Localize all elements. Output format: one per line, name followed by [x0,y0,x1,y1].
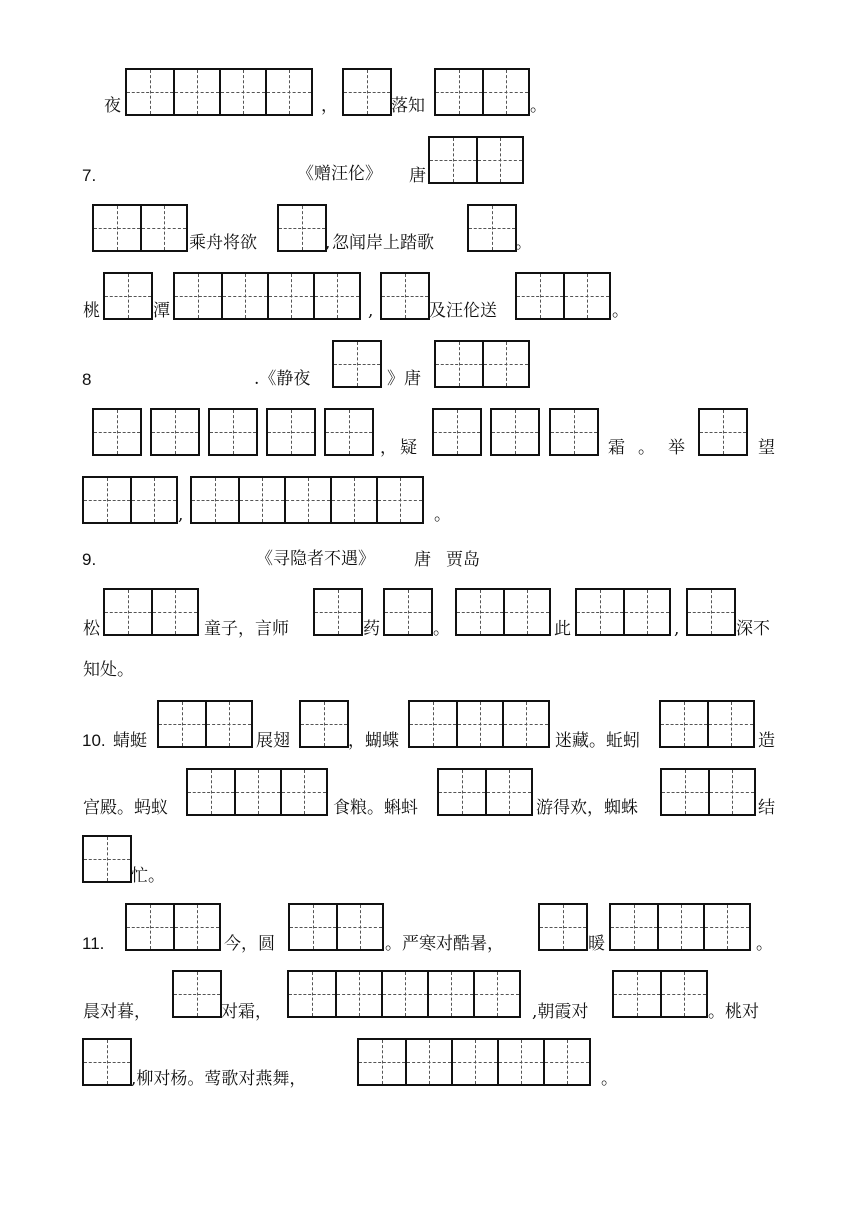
q8-text-shuang: 霜 [608,438,625,458]
answer-box-group[interactable] [434,68,530,116]
answer-box-group[interactable] [357,1038,591,1086]
answer-box-group[interactable] [437,768,533,816]
q11-text: 。桃对 [708,1002,759,1022]
answer-box-group[interactable] [103,588,199,636]
answer-box-group[interactable] [125,903,221,951]
q11-text: 对霜， [221,1002,272,1022]
q7-comma: , [368,301,374,321]
q8-text-wang: 望 [758,438,775,458]
q9-comma: , [674,619,680,639]
question-number-11: 11. [82,934,105,953]
answer-box-group[interactable] [190,476,424,524]
q10-text: 结 [758,798,775,818]
q9-title: 《寻隐者不遇》 [256,549,375,569]
q7-end: 。 [612,301,629,321]
q11-text: 今，圆 [224,934,275,954]
answer-box-group[interactable] [408,700,550,748]
q6-comma: ， [321,96,338,116]
q11-text: ,柳对杨。莺歌对燕舞， [131,1069,307,1089]
answer-box-group[interactable] [82,476,178,524]
answer-box-group[interactable] [659,700,755,748]
answer-box-group[interactable] [428,136,524,184]
q10-text: 宫殿。蚂蚁 [83,798,168,818]
q8-title-pre: .《静夜 [254,369,311,389]
q9-author: 贾岛 [446,550,480,570]
answer-box-group[interactable] [103,272,153,320]
answer-box-group[interactable] [313,588,363,636]
answer-box-group[interactable] [266,408,316,456]
q6-end: 。 [530,96,547,116]
q7-text: 忽闻岸上踏歌 [332,233,434,253]
q9-text-line2: 知处。 [83,660,134,680]
q7-text-tao: 桃 [83,301,100,321]
q7-title: 《赠汪伦》 [297,164,382,184]
answer-box-group[interactable] [157,700,253,748]
answer-box-group[interactable] [660,768,756,816]
q10-text: 蜻蜓 [113,731,147,751]
answer-box-group[interactable] [324,408,374,456]
answer-box-group[interactable] [609,903,751,951]
answer-box-group[interactable] [277,204,327,252]
q8-comma: ， [380,438,397,458]
q8-comma: , [178,505,184,525]
answer-box-group[interactable] [173,272,361,320]
answer-box-group[interactable] [432,408,482,456]
question-number-8: 8 [82,370,92,389]
q9-dynasty: 唐 [414,550,431,570]
answer-box-group[interactable] [490,408,540,456]
answer-box-group[interactable] [208,408,258,456]
q9-text-ci: 此 [554,619,571,639]
answer-box-group[interactable] [612,970,708,1018]
q7-dynasty: 唐 [409,166,426,186]
q6-text-ye: 夜 [104,96,121,116]
answer-box-group[interactable] [467,204,517,252]
q9-text: 童子，言师 [204,619,289,639]
q9-text-yao: 药 [363,619,380,639]
q10-text: 食粮。蝌蚪 [333,798,418,818]
answer-box-group[interactable] [434,340,530,388]
q8-text-ju: 举 [668,438,685,458]
q9-text-shen: 深不 [736,619,770,639]
q6-text-luozhi: 落知 [391,96,425,116]
q7-comma: , [325,233,331,253]
q10-text: ，蝴蝶 [348,731,399,751]
q10-text: 迷藏。蚯蚓 [555,731,640,751]
q8-title-post: 》唐 [387,369,421,389]
q8-text-yi: 疑 [400,438,417,458]
answer-box-group[interactable] [125,68,313,116]
q11-end: 。 [601,1069,618,1089]
q11-text: ,朝霞对 [532,1002,589,1022]
answer-box-group[interactable] [686,588,736,636]
answer-box-group[interactable] [150,408,200,456]
answer-box-group[interactable] [82,835,132,883]
question-number-7: 7. [82,166,97,185]
answer-box-group[interactable] [92,408,142,456]
question-number-10: 10. [82,731,106,750]
q11-text: 。严寒对酷暑， [385,934,504,954]
answer-box-group[interactable] [538,903,588,951]
answer-box-group[interactable] [82,1038,132,1086]
answer-box-group[interactable] [698,408,748,456]
answer-box-group[interactable] [172,970,222,1018]
answer-box-group[interactable] [575,588,671,636]
answer-box-group[interactable] [383,588,433,636]
answer-box-group[interactable] [380,272,430,320]
answer-box-group[interactable] [299,700,349,748]
q8-end: 。 [434,505,451,525]
answer-box-group[interactable] [549,408,599,456]
q11-text: 暖 [588,934,605,954]
q10-text: 展翅 [256,731,290,751]
q9-text-song: 松 [83,619,100,639]
answer-box-group[interactable] [332,340,382,388]
q9-period: 。 [433,619,450,639]
q7-end: 。 [515,233,532,253]
answer-box-group[interactable] [342,68,392,116]
answer-box-group[interactable] [92,204,188,252]
q7-text-tan: 潭 [153,301,170,321]
answer-box-group[interactable] [287,970,521,1018]
q7-text-ji: 及汪伦送 [429,301,497,321]
q11-text: 晨对暮， [83,1002,151,1022]
answer-box-group[interactable] [455,588,551,636]
answer-box-group[interactable] [186,768,328,816]
answer-box-group[interactable] [515,272,611,320]
q11-end: 。 [756,934,773,954]
question-number-9: 9. [82,550,97,569]
answer-box-group[interactable] [288,903,384,951]
q7-text: 乘舟将欲 [189,233,257,253]
q8-period: 。 [638,438,655,458]
q10-text: 游得欢，蜘蛛 [536,798,638,818]
q10-text: 造 [758,731,775,751]
q10-text: 忙。 [131,866,165,886]
